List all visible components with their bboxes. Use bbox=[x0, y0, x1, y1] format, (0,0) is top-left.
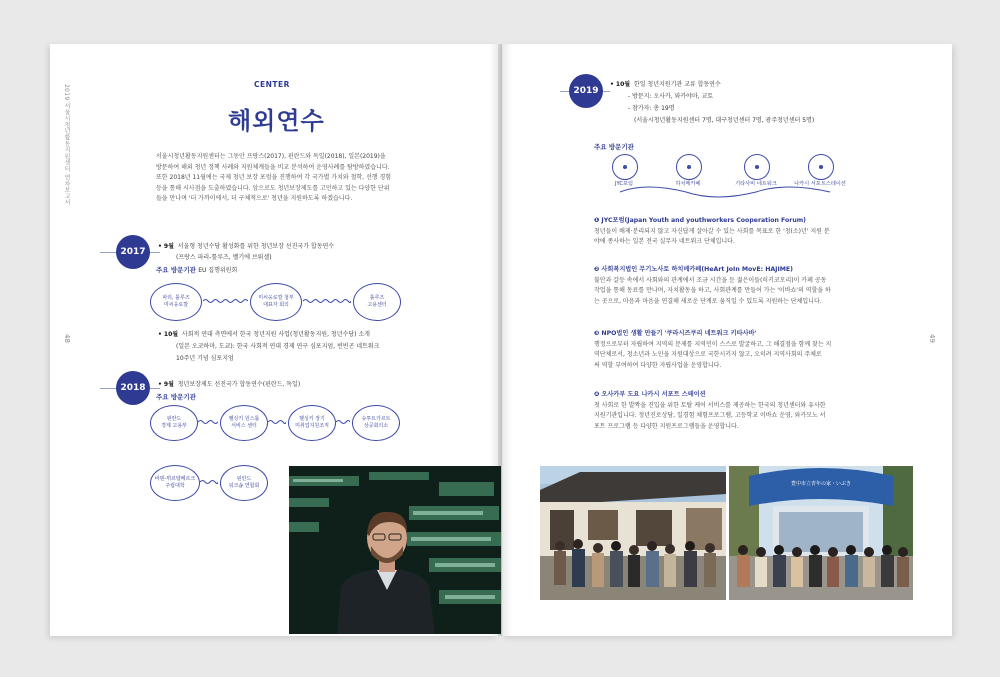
item-2017-1-sub: (프랑스 파리-툴루즈, 벨기에 브뤼셀) bbox=[176, 254, 272, 261]
org-heading: ❸ NPO법인 생활 만들기 '쿠라시즈쿠리 네트워크 키타사바' bbox=[594, 330, 757, 337]
visit-node-label: 기타사비 네트워크 bbox=[735, 181, 777, 187]
month-label: • 9월 bbox=[158, 243, 174, 250]
item-2017-1 bbox=[158, 241, 334, 250]
org-oval bbox=[352, 405, 400, 441]
org-label: 툴루즈 고용센터 bbox=[367, 295, 387, 308]
side-running-title: 2019 서울시청년활동지원센터 연차보고서 bbox=[63, 84, 70, 206]
visit-node-label: 하치메카페 bbox=[675, 181, 701, 187]
wave-connector bbox=[268, 419, 286, 425]
org-label: 헬싱키 원스톱 서비스 센터 bbox=[228, 416, 260, 429]
org-oval bbox=[150, 283, 202, 321]
org-oval bbox=[150, 465, 200, 501]
wave-connector bbox=[200, 479, 218, 485]
group-photo-center bbox=[729, 466, 913, 600]
wave-connector bbox=[198, 419, 218, 425]
item-2017-2 bbox=[158, 329, 370, 338]
intro-paragraph bbox=[156, 152, 404, 205]
item-2017-2-sub: (일본 오코하마, 도쿄): 한국 사회적 연대 경제 연구 심포지엄, 빈빈곤 네트워크 bbox=[176, 343, 380, 350]
org-oval bbox=[353, 283, 401, 321]
intro-line: 또한 2018년 11월에는 국제 청년 보장 포럼을 진행하여 각 국가별 가치와 철학, 선행 경험 bbox=[156, 174, 392, 181]
org-text: 야에 종사하는 일본 전국 실무자 네트워크 단체입니다. bbox=[594, 238, 735, 245]
org-label: 슈투트가르트 상공회의소 bbox=[361, 416, 391, 429]
org-description-1 bbox=[594, 216, 854, 248]
item-text: 사회적 연대 측면에서 한국 청년지원 사업(청년활동지원, 청년수당) 소개 bbox=[181, 331, 370, 338]
item-2019-people-detail: (서울시청년활동지원센터 7명, 대구청년센터 7명, 광주청년센터 5명) bbox=[634, 117, 815, 124]
item-text: 청년보장제도 선진국가 합동연수(핀란드, 독일) bbox=[177, 381, 301, 388]
year-badge-2017: 2017 bbox=[116, 235, 150, 269]
visit-label: 주요 방문기관 bbox=[156, 266, 196, 274]
org-label: 파리, 툴루즈 미씨옹로깔 bbox=[162, 295, 190, 308]
intro-line: 등을 통해 시사점을 도출하였습니다. 앞으로도 청년보장제도를 고민하고 있는 다양한 단위 bbox=[156, 184, 390, 192]
year-badge-2019: 2019 bbox=[569, 74, 603, 108]
org-oval bbox=[150, 405, 198, 441]
org-label: 핀란드 워크숍 연합회 bbox=[228, 476, 260, 489]
item-text: 서울형 청년수당 활성화를 위한 청년보장 선진국가 합동연수 bbox=[177, 243, 335, 250]
page-number-left: 48 bbox=[63, 334, 71, 343]
org-text: 청년들이 배제·분리되지 않고 자신답게 살아갈 수 있는 사회를 목표로 한 '청(소)년' 지원 분 bbox=[594, 227, 830, 235]
awning-sign: 豊中市立青年の家・いぶき bbox=[790, 481, 851, 487]
org-text: 행정으로부터 자립하여 지역의 문제를 지역민이 스스로 발굴하고, 그 해결점을 함께 찾는 지 bbox=[594, 340, 832, 348]
month-label: • 10월 bbox=[610, 81, 631, 88]
visit-node-4 bbox=[808, 154, 834, 180]
org-oval bbox=[220, 405, 268, 441]
wave-connector bbox=[336, 419, 350, 425]
item-2019-dest: - 방문지: 오사카, 와카야마, 교토 bbox=[628, 93, 714, 100]
visit-label-2017 bbox=[156, 265, 237, 274]
item-2017-2-sub: 10주년 기념 심포지엄 bbox=[176, 355, 234, 362]
section-tag: CENTER bbox=[254, 80, 290, 89]
org-heading: ❶ JYC포럼(Japan Youth and youthworkers Cooperation Forum) bbox=[594, 217, 807, 224]
visit-label-2019: 주요 방문기관 bbox=[594, 143, 634, 151]
org-label: 미씨옹로깔 청부 대표자 회의 bbox=[258, 295, 294, 308]
wave-connector bbox=[303, 298, 351, 304]
visit-value: EU 집행위원회 bbox=[198, 267, 238, 274]
org-description-4 bbox=[594, 390, 854, 432]
org-description-3 bbox=[594, 329, 854, 371]
org-description-2 bbox=[594, 265, 854, 307]
org-oval bbox=[288, 405, 336, 441]
wave-connector bbox=[203, 298, 248, 304]
org-label: 바덴-뷔르템베르크 주립대학 bbox=[154, 476, 196, 489]
visit-node-label: JYC포럼 bbox=[614, 181, 634, 187]
visit-label-2018: 주요 방문기관 bbox=[156, 393, 196, 401]
page-number-right: 49 bbox=[928, 334, 936, 343]
org-text: 첫 사회로 한 발짝을 진입을 위한 토탈 케어 서비스를 제공하는 한국의 청년센터와 유사한 bbox=[594, 401, 826, 409]
org-text: 작업을 통해 동료를 만나며, 자치활동을 하고, 사회관계를 만들어 가는 '이바쇼'의 역할을 하 bbox=[594, 287, 831, 294]
org-oval bbox=[220, 465, 268, 501]
org-text: 는 곳으로, 마음과 마음을 연결해 새로운 단계로 움직일 수 있도록 지원하는 단체입니다. bbox=[594, 297, 822, 305]
org-text: 지원기관입니다. 정년진로상담, 일경험 체험프로그램, 고등학교 이바쇼 운영, 와카모노 서 bbox=[594, 412, 826, 419]
org-text: 불안과 갈등 속에서 사회와의 관계에서 조금 시간을 둔 젊은이들(히키코모리)이 카페 공동 bbox=[594, 276, 827, 284]
item-2019-people: - 참가자: 총 19명 bbox=[628, 105, 675, 112]
org-text: 써 역할 부여하여 다양한 자립사업을 운영합니다. bbox=[594, 361, 722, 369]
visit-node-2 bbox=[676, 154, 702, 180]
intro-line: 방문하여 해외 청년 정책 사례와 지원체계들을 비교 분석하여 운영사례를 탐방하였습니다. bbox=[156, 163, 390, 171]
intro-line: 서울시청년활동지원센터는 그동안 프랑스(2017), 핀란드와 독일(2018), 일본(2019)을 bbox=[156, 153, 386, 160]
month-label: • 9월 bbox=[158, 381, 174, 388]
group-photo-house bbox=[540, 466, 726, 600]
visit-node-1 bbox=[612, 154, 638, 180]
visit-node-3 bbox=[744, 154, 770, 180]
page-title: 해외연수 bbox=[228, 107, 325, 135]
org-oval bbox=[250, 283, 302, 321]
org-heading: ❷ 사회복지법인 무기노사토 하치메카페(HeArt JoIn MovE: HAJIME) bbox=[594, 266, 793, 273]
org-label: 핀란드 경제 고용부 bbox=[161, 416, 187, 429]
org-text: 포트 프로그램 등 다양한 지원프로그램들을 운영합니다. bbox=[594, 422, 739, 430]
month-label: • 10월 bbox=[158, 331, 179, 338]
item-2019 bbox=[610, 79, 721, 88]
intro-line: 들을 만나며 '더 가까이에서, 더 구체적으로' 청년을 지원하도록 하겠습니다. bbox=[156, 195, 353, 202]
org-heading: ❹ 오사카부 도요 나카시 서포트 스테이션 bbox=[594, 391, 706, 398]
item-text: 한일 청년지원기관 교류 합동연수 bbox=[633, 81, 721, 88]
visit-node-label: 나카시 서포트스테이션 bbox=[794, 181, 846, 187]
year-badge-2018: 2018 bbox=[116, 371, 150, 405]
org-label: 헬싱키 장기 미취업지원조직 bbox=[295, 416, 329, 429]
item-2018-1 bbox=[158, 379, 300, 388]
speaker-photo bbox=[289, 466, 501, 634]
org-text: 역단체로서, 청소년과 노인을 지원대상으로 국한시키지 않고, 오히려 지역사회의 주체로 bbox=[594, 351, 822, 358]
